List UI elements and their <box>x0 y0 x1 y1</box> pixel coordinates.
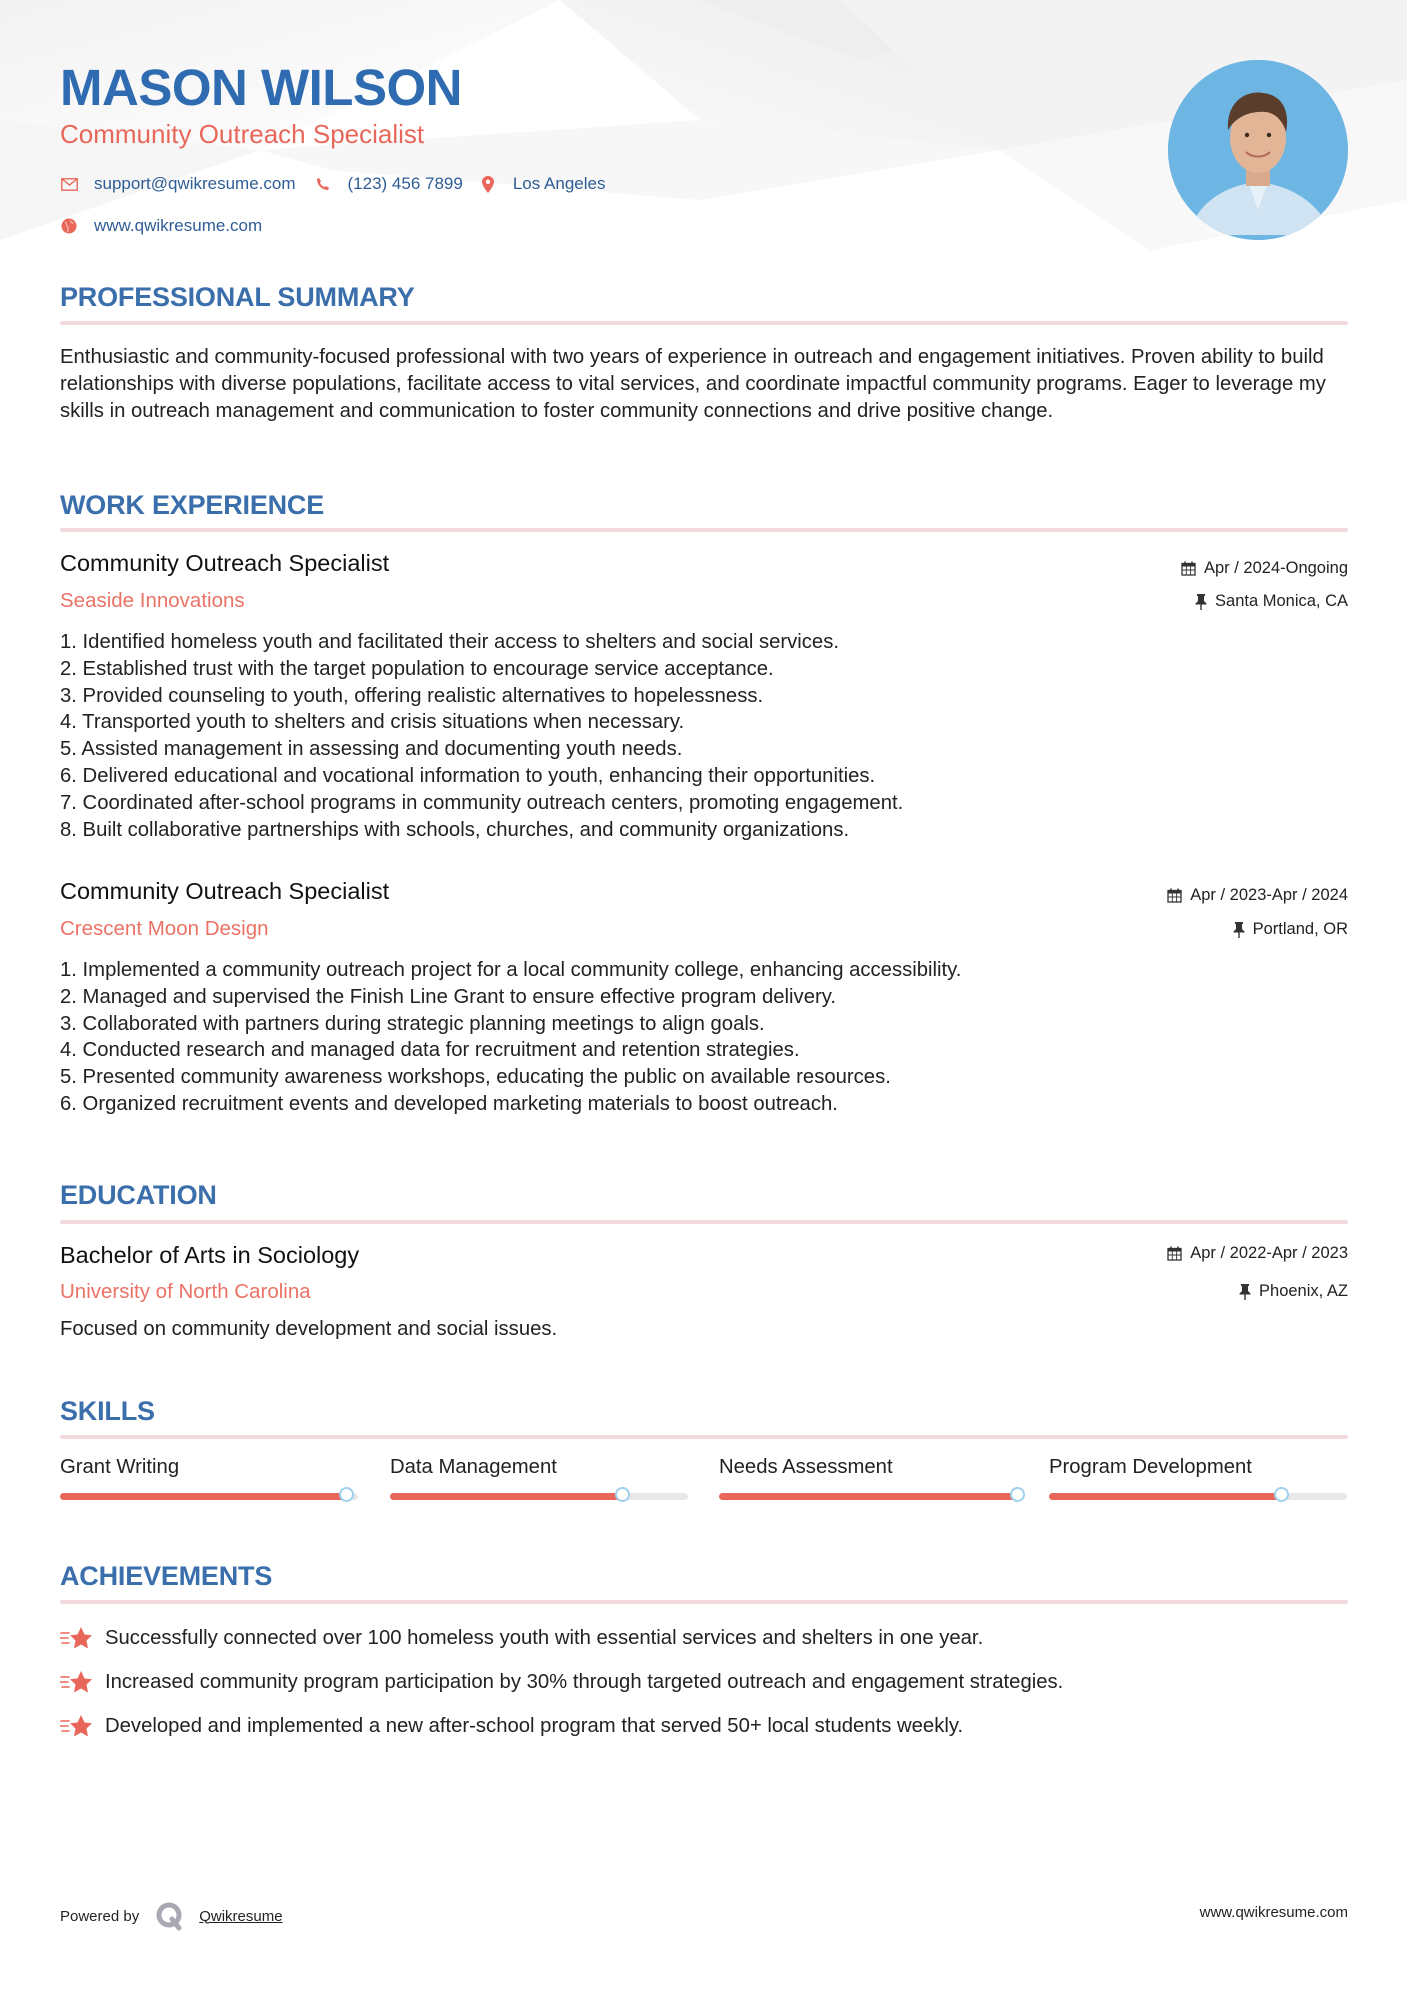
job-bullet: 4. Transported youth to shelters and crisis situations when necessary. <box>60 711 685 734</box>
skill-data-management <box>390 1456 688 1479</box>
summary-text: Enthusiastic and community-focused professional with two years of experience in outreach and engagement initiatives. Proven ability to build relationships with diverse populations, facilitate access to vital services, and coordinate impactful community programs. Eager to leverage my skills in outreach management and communication to foster community connections and drive positive change. <box>60 346 1326 422</box>
job-location <box>1195 592 1348 611</box>
candidate-title: Community Outreach Specialist <box>60 119 425 149</box>
website-link[interactable]: www.qwikresume.com <box>94 216 263 235</box>
achievement-item <box>60 1669 1063 1695</box>
pushpin-icon <box>1233 922 1245 938</box>
map-pin-icon <box>479 175 497 193</box>
footer-url[interactable]: www.qwikresume.com <box>1199 1904 1348 1921</box>
education-location <box>1239 1282 1348 1301</box>
profile-photo <box>1168 60 1348 240</box>
job-bullets <box>60 957 961 1118</box>
email-link[interactable]: support@qwikresume.com <box>94 174 296 193</box>
achievement-item <box>60 1625 983 1651</box>
job-bullet: 1. Identified homeless youth and facilitated their access to shelters and social services. <box>60 631 839 653</box>
degree-title: Bachelor of Arts in Sociology <box>60 1242 360 1268</box>
calendar-icon <box>1167 888 1182 903</box>
skill-track <box>1049 1493 1347 1500</box>
section-heading-work-experience: WORK EXPERIENCE <box>60 490 325 520</box>
school-name: University of North Carolina <box>60 1280 311 1303</box>
skill-track <box>390 1493 688 1500</box>
skill-knob <box>1010 1487 1025 1502</box>
candidate-name: MASON WILSON <box>60 59 462 116</box>
section-divider <box>60 321 1348 325</box>
job-dates <box>1167 886 1348 905</box>
skill-knob <box>339 1487 354 1502</box>
calendar-icon <box>1167 1246 1182 1261</box>
skill-label: Needs Assessment <box>719 1456 893 1478</box>
section-divider <box>60 1435 1348 1439</box>
education-description: Focused on community development and social issues. <box>60 1318 558 1340</box>
achievement-text: Increased community program participation by 30% through targeted outreach and engagement strategies. <box>105 1670 1064 1693</box>
job-bullet: 6. Organized recruitment events and developed marketing materials to boost outreach. <box>60 1092 838 1115</box>
phone-icon <box>314 175 332 193</box>
job-location-text: Santa Monica, CA <box>1215 592 1348 610</box>
job-title: Community Outreach Specialist <box>60 878 390 904</box>
achievement-text: Developed and implemented a new after-school program that served 50+ local students weekly. <box>105 1714 964 1737</box>
qwikresume-logo-icon <box>155 1901 185 1931</box>
skill-fill <box>719 1493 1017 1500</box>
section-divider <box>60 528 1348 532</box>
job-bullet: 5. Assisted management in assessing and documenting youth needs. <box>60 738 683 761</box>
job-bullet: 7. Coordinated after-school programs in community outreach centers, promoting engagement. <box>60 791 904 814</box>
job-dates-text: Apr / 2024-Ongoing <box>1203 559 1348 577</box>
skill-program-development <box>1049 1456 1347 1479</box>
section-heading-achievements: ACHIEVEMENTS <box>60 1561 273 1591</box>
job-bullet: 1. Implemented a community outreach project for a local community college, enhancing accessibility. <box>60 959 962 981</box>
job-bullet: 5. Presented community awareness workshops, educating the public on available resources. <box>60 1066 891 1089</box>
job-bullet: 8. Built collaborative partnerships with schools, churches, and community organizations. <box>60 818 850 841</box>
powered-by-label: Powered by <box>60 1907 140 1925</box>
job-dates-text: Apr / 2023-Apr / 2024 <box>1190 886 1348 904</box>
envelope-icon <box>60 175 78 193</box>
calendar-icon <box>1181 561 1196 576</box>
job-bullet: 2. Managed and supervised the Finish Line Grant to ensure effective program delivery. <box>60 985 837 1008</box>
qwikresume-link[interactable]: Qwikresume <box>199 1907 283 1925</box>
job-location <box>1233 920 1348 939</box>
job-company: Seaside Innovations <box>60 589 245 612</box>
skill-fill <box>390 1493 622 1500</box>
section-heading-education: EDUCATION <box>60 1180 217 1210</box>
achievement-text: Successfully connected over 100 homeless youth with essential services and shelters in one year. <box>105 1626 984 1649</box>
achievement-item <box>60 1713 963 1739</box>
section-heading-summary: PROFESSIONAL SUMMARY <box>60 282 415 312</box>
shooting-star-icon <box>60 1669 93 1695</box>
skill-needs-assessment <box>719 1456 1017 1479</box>
skill-fill <box>60 1493 346 1500</box>
skill-label: Grant Writing <box>60 1456 180 1478</box>
job-bullet: 2. Established trust with the target population to encourage service acceptance. <box>60 657 774 680</box>
skill-fill <box>1049 1493 1281 1500</box>
skill-track <box>719 1493 1017 1500</box>
education-location-text: Phoenix, AZ <box>1259 1282 1348 1300</box>
skill-track <box>60 1493 358 1500</box>
education-dates <box>1167 1244 1348 1263</box>
section-heading-skills: SKILLS <box>60 1396 155 1426</box>
pushpin-icon <box>1195 594 1207 610</box>
shooting-star-icon <box>60 1625 93 1651</box>
job-dates <box>1181 559 1348 578</box>
section-divider <box>60 1600 1348 1604</box>
footer-powered-by <box>60 1901 283 1931</box>
contact-row <box>60 174 627 194</box>
location-text: Los Angeles <box>512 174 606 193</box>
section-divider <box>60 1220 1348 1224</box>
website-row <box>60 216 284 236</box>
job-title: Community Outreach Specialist <box>60 550 390 576</box>
skill-label: Program Development <box>1049 1456 1252 1478</box>
skill-knob <box>615 1487 630 1502</box>
skill-knob <box>1274 1487 1289 1502</box>
job-bullet: 3. Provided counseling to youth, offering realistic alternatives to hopelessness. <box>60 684 764 707</box>
pushpin-icon <box>1239 1284 1251 1300</box>
education-dates-text: Apr / 2022-Apr / 2023 <box>1190 1244 1348 1262</box>
shooting-star-icon <box>60 1713 93 1739</box>
phone-number[interactable]: (123) 456 7899 <box>347 174 463 193</box>
job-location-text: Portland, OR <box>1252 920 1348 938</box>
job-company: Crescent Moon Design <box>60 917 269 940</box>
skill-grant-writing <box>60 1456 358 1479</box>
job-bullet: 4. Conducted research and managed data for recruitment and retention strategies. <box>60 1039 800 1062</box>
job-bullet: 6. Delivered educational and vocational information to youth, enhancing their opportunities. <box>60 764 876 787</box>
job-bullets <box>60 629 903 843</box>
skill-label: Data Management <box>390 1456 557 1478</box>
globe-icon <box>60 217 78 235</box>
job-bullet: 3. Collaborated with partners during strategic planning meetings to align goals. <box>60 1012 765 1035</box>
